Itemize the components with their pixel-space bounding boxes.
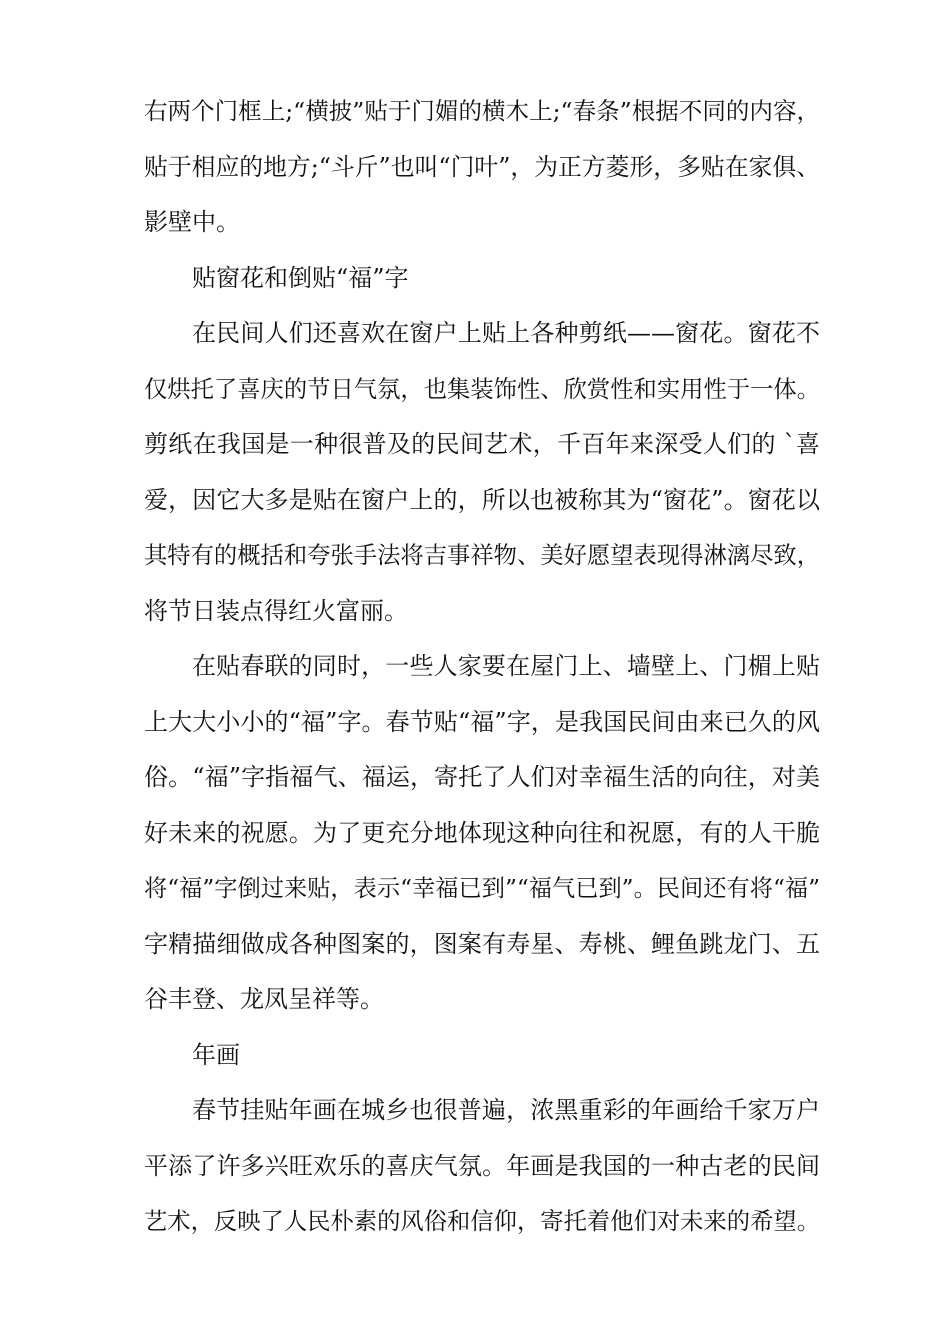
text-line: 平添了许多兴旺欢乐的喜庆气氛。年画是我国的一种古老的民间 [144, 1151, 820, 1180]
text-line: 剪纸在我国是一种很普及的民间艺术，千百年来深受人们的 `喜 [144, 430, 820, 458]
text-line: 爱，因它大多是贴在窗户上的，所以也被称其为“窗花”。窗花以 [144, 485, 820, 514]
text-line: 影壁中。 [144, 208, 240, 236]
text-line: 仅烘托了喜庆的节日气氛，也集装饰性、欣赏性和实用性于一体。 [144, 375, 820, 403]
text-line: 其特有的概括和夸张手法将吉事祥物、美好愿望表现得淋漓尽致， [144, 542, 820, 569]
text-line: 在民间人们还喜欢在窗户上贴上各种剪纸——窗花。窗花不 [192, 319, 820, 347]
text-line: 上大大小小的“福”字。春节贴“福”字，是我国民间由来已久的风 [144, 707, 820, 736]
text-line: 贴窗花和倒贴“福”字 [192, 263, 409, 292]
text-line: 年画 [192, 1040, 240, 1069]
text-line: 将节日装点得红火富丽。 [144, 596, 408, 625]
document-body [144, 84, 820, 1250]
text-line: 春节挂贴年画在城乡也很普遍，浓黑重彩的年画给千家万户 [192, 1096, 820, 1124]
text-line: 在贴春联的同时，一些人家要在屋门上、墙壁上、门楣上贴 [192, 652, 820, 680]
text-line: 将“福”字倒过来贴，表示“幸福已到”“福气已到”。民间还有将“福” [144, 875, 820, 902]
text-line: 字精描细做成各种图案的，图案有寿星、寿桃、鲤鱼跳龙门、五 [144, 929, 820, 958]
text-line: 艺术，反映了人民朴素的风俗和信仰，寄托着他们对未来的希望。 [144, 1208, 820, 1235]
text-line: 右两个门框上;“横披”贴于门媚的横木上;“春条”根据不同的内容， [144, 97, 820, 125]
text-line: 谷丰登、龙凤呈祥等。 [144, 985, 384, 1013]
text-line: 贴于相应的地方;“斗斤”也叫“门叶”，为正方菱形，多贴在家俱、 [144, 152, 820, 181]
text-line: 俗。“福”字指福气、福运，寄托了人们对幸福生活的向往，对美 [144, 763, 820, 791]
text-line: 好未来的祝愿。为了更充分地体现这种向往和祝愿，有的人干脆 [144, 818, 820, 847]
